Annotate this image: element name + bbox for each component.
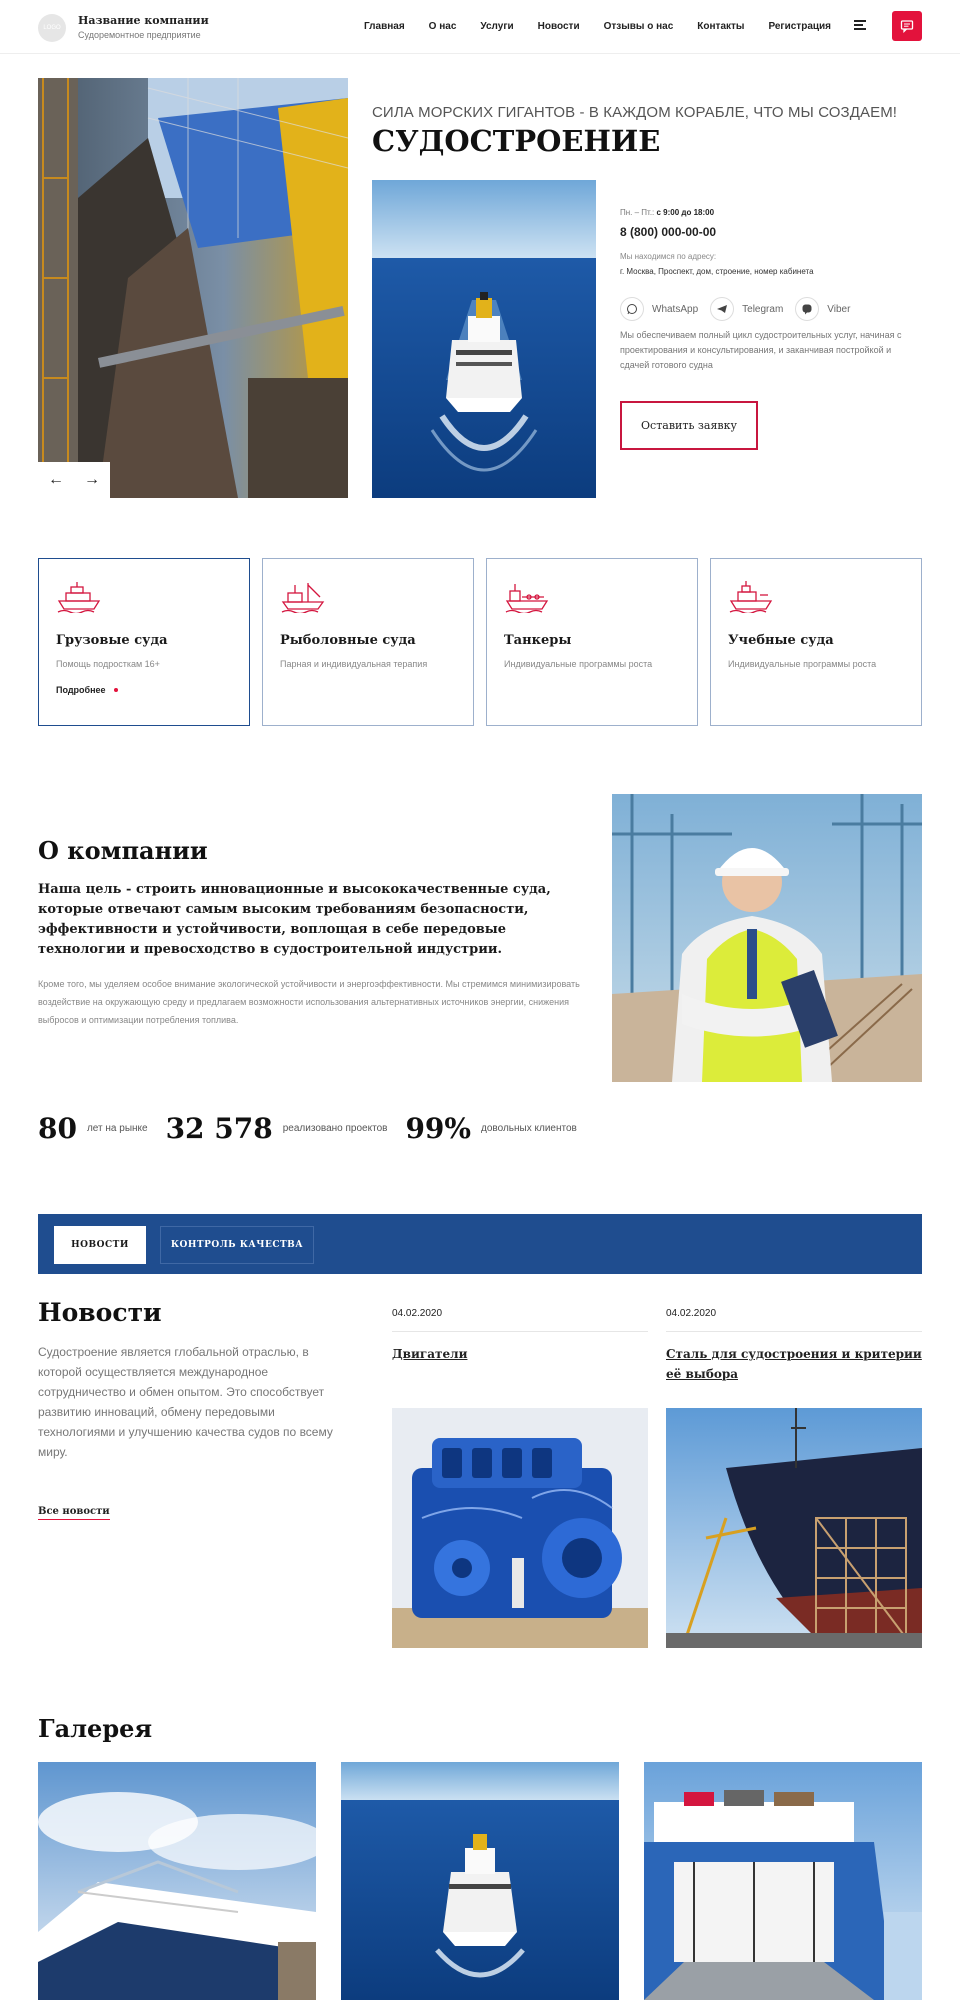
engine-photo	[392, 1408, 648, 1648]
news-item	[666, 1308, 922, 1384]
stats-row	[38, 1112, 595, 1145]
card-description: Помощь подросткам 16+	[56, 659, 160, 669]
card-description: Индивидуальные программы роста	[504, 659, 653, 669]
engineer-photo	[612, 794, 922, 1082]
whatsapp-label: WhatsApp	[652, 303, 699, 315]
hours-prefix: Пн. – Пт.:	[620, 208, 657, 217]
address: г. Москва, Проспект, дом, строение, номер кабинета	[620, 267, 814, 276]
request-button[interactable]: Оставить заявку	[620, 401, 758, 450]
news-link[interactable]: Двигатели	[392, 1347, 468, 1361]
about-lead: Наша цель - строить инновационные и высококачественные суда, которые отвечают самым высоким требованиям безопасности, эффективности и устойчивости, воплощая в себе передовые технологии и превосходство в судостроительной индустрии.	[38, 882, 551, 957]
nav-news[interactable]: Новости	[537, 21, 580, 32]
nav-reviews[interactable]: Отзывы о нас	[603, 21, 674, 32]
about-text: Кроме того, мы уделяем особое внимание экологической устойчивости и энергоэффективности. Мы стремимся минимизировать воздействие на окружающую среду и предлагаем возможности использования альтернативных источников энергии, снижения выбросов и оптимизации потребления топлива.	[38, 979, 580, 1025]
ferry-image	[372, 180, 596, 498]
viber-label: Viber	[827, 303, 851, 315]
fishing-ship-icon	[280, 579, 326, 613]
tanker-ship-icon	[504, 579, 550, 613]
card-title: Рыболовные суда	[280, 633, 416, 648]
engine-image[interactable]	[392, 1408, 648, 1648]
nav-register[interactable]: Регистрация	[768, 21, 832, 32]
hours-value: с 9:00 до 18:00	[656, 208, 715, 217]
card-title: Танкеры	[504, 633, 572, 648]
service-card-fishing[interactable]	[262, 558, 474, 726]
ship-hull-photo	[666, 1408, 922, 1648]
site-header	[0, 0, 960, 54]
tab-quality-control[interactable]: КОНТРОЛЬ КАЧЕСТВА	[160, 1226, 314, 1264]
telegram-icon	[710, 297, 734, 321]
more-label: Подробнее	[56, 685, 106, 695]
service-card-cargo[interactable]	[38, 558, 250, 726]
ferry-photo	[372, 180, 596, 498]
chat-icon	[900, 19, 914, 33]
stat-label: лет на рынке	[86, 1123, 148, 1134]
address-label: Мы находимся по адресу:	[620, 252, 717, 261]
shipyard-image	[38, 78, 348, 498]
card-description: Индивидуальные программы роста	[728, 659, 877, 669]
stat-clients	[405, 1112, 576, 1145]
stat-projects	[166, 1112, 388, 1145]
main-nav	[364, 21, 831, 32]
messenger-links	[620, 297, 850, 321]
about-title: О компании	[38, 836, 208, 865]
telegram-label: Telegram	[742, 303, 784, 315]
whatsapp-icon	[620, 297, 644, 321]
service-card-tankers[interactable]	[486, 558, 698, 726]
hero-slider-image	[38, 78, 348, 498]
roro-ship-photo	[644, 1762, 922, 2000]
stat-label: реализовано проектов	[282, 1123, 388, 1134]
hero-description: Мы обеспечиваем полный цикл судостроительных услуг, начиная с проектирования и консультирования, и заканчивая постройкой и сдачей готового судна	[620, 330, 902, 370]
gallery-image-roro[interactable]	[644, 1762, 922, 2000]
service-card-training[interactable]	[710, 558, 922, 726]
gallery-title: Галерея	[38, 1714, 153, 1743]
news-description: Судостроение является глобальной отраслью, в которой осуществляется международное сотрудничество и обмен опытом. Это способствует развитию инноваций, обмену передовыми технологиями и улучшению качества судов по всему миру.	[38, 1345, 333, 1459]
arrow-right-icon[interactable]: →	[84, 471, 100, 488]
nav-about[interactable]: О нас	[428, 21, 457, 32]
cargo-ship-icon	[56, 579, 102, 613]
logo-icon[interactable]	[38, 14, 66, 42]
ship-hull-image[interactable]	[666, 1408, 922, 1648]
slider-controls	[38, 462, 110, 498]
nav-contacts[interactable]: Контакты	[697, 21, 745, 32]
arrow-left-icon[interactable]: ←	[48, 471, 64, 488]
tab-news[interactable]: НОВОСТИ	[54, 1226, 146, 1264]
engineer-image	[612, 794, 922, 1082]
working-hours	[620, 208, 714, 217]
stat-label: довольных клиентов	[481, 1123, 577, 1134]
dot-icon	[114, 688, 118, 692]
hero-tagline: СИЛА МОРСКИХ ГИГАНТОВ - В КАЖДОМ КОРАБЛЕ, ЧТО МЫ СОЗДАЕМ!	[372, 104, 898, 121]
training-ship-icon	[728, 579, 774, 613]
hero-title: СУДОСТРОЕНИЕ	[372, 124, 661, 158]
ferry-gallery-photo	[341, 1762, 619, 2000]
card-more-link[interactable]	[56, 685, 118, 695]
logo-text: LOGO	[43, 25, 61, 31]
card-description: Парная и индивидуальная терапия	[280, 659, 428, 669]
nav-home[interactable]: Главная	[364, 21, 405, 32]
content-tabs	[38, 1214, 922, 1274]
news-item	[392, 1308, 648, 1364]
telegram-link[interactable]	[710, 297, 783, 321]
stat-number: 80	[38, 1112, 77, 1145]
news-title: Новости	[38, 1298, 162, 1327]
news-date: 04.02.2020	[392, 1308, 648, 1332]
company-name[interactable]: Название компании	[78, 14, 209, 27]
stat-number: 32 578	[165, 1112, 273, 1145]
card-title: Грузовые суда	[56, 633, 168, 648]
viber-icon	[795, 297, 819, 321]
news-link[interactable]: Сталь для судостроения и критерии её выбора	[666, 1347, 922, 1381]
card-title: Учебные суда	[728, 633, 834, 648]
gallery-image-boat[interactable]	[38, 1762, 316, 2000]
yacht-photo	[38, 1762, 316, 2000]
hamburger-menu-icon[interactable]	[854, 20, 866, 32]
company-subtitle: Судоремонтное предприятие	[78, 30, 201, 40]
stat-years	[38, 1112, 148, 1145]
viber-link[interactable]	[795, 297, 850, 321]
stat-number: 99%	[405, 1112, 472, 1145]
all-news-link[interactable]: Все новости	[38, 1506, 110, 1520]
news-date: 04.02.2020	[666, 1308, 922, 1332]
nav-services[interactable]: Услуги	[480, 21, 514, 32]
gallery-image-ferry[interactable]	[341, 1762, 619, 2000]
whatsapp-link[interactable]	[620, 297, 698, 321]
chat-button[interactable]	[892, 11, 922, 41]
phone-number[interactable]: 8 (800) 000-00-00	[620, 225, 717, 239]
